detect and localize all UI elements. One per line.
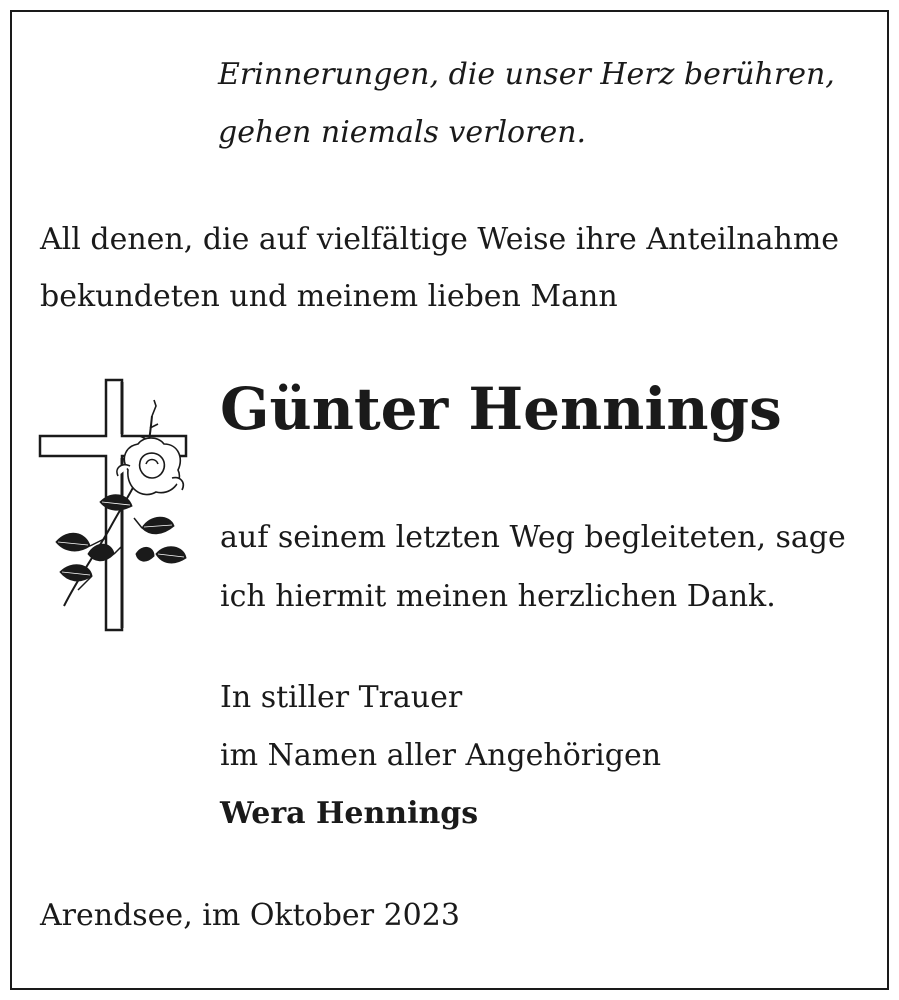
signer-name: Wera Hennings — [220, 796, 479, 831]
intro-line-2: bekundeten und meinem lieben Mann — [40, 279, 618, 314]
place-date: Arendsee, im Oktober 2023 — [40, 898, 460, 933]
signature-line-1: In stiller Trauer — [220, 680, 463, 715]
quote-line-2: gehen niemals verloren. — [218, 115, 587, 150]
cross-with-rose-icon — [38, 378, 190, 634]
thanks-line-1: auf seinem letzten Weg begleiteten, sage — [220, 520, 846, 555]
thanks-line-2: ich hiermit meinen herzlichen Dank. — [220, 579, 776, 614]
intro-line-1: All denen, die auf vielfältige Weise ihre Anteilnahme — [40, 222, 840, 257]
quote-line-1: Erinnerungen, die unser Herz berühren, — [218, 57, 835, 92]
signature-line-2: im Namen aller Angehörigen — [220, 738, 662, 773]
deceased-name: Günter Hennings — [220, 375, 782, 443]
